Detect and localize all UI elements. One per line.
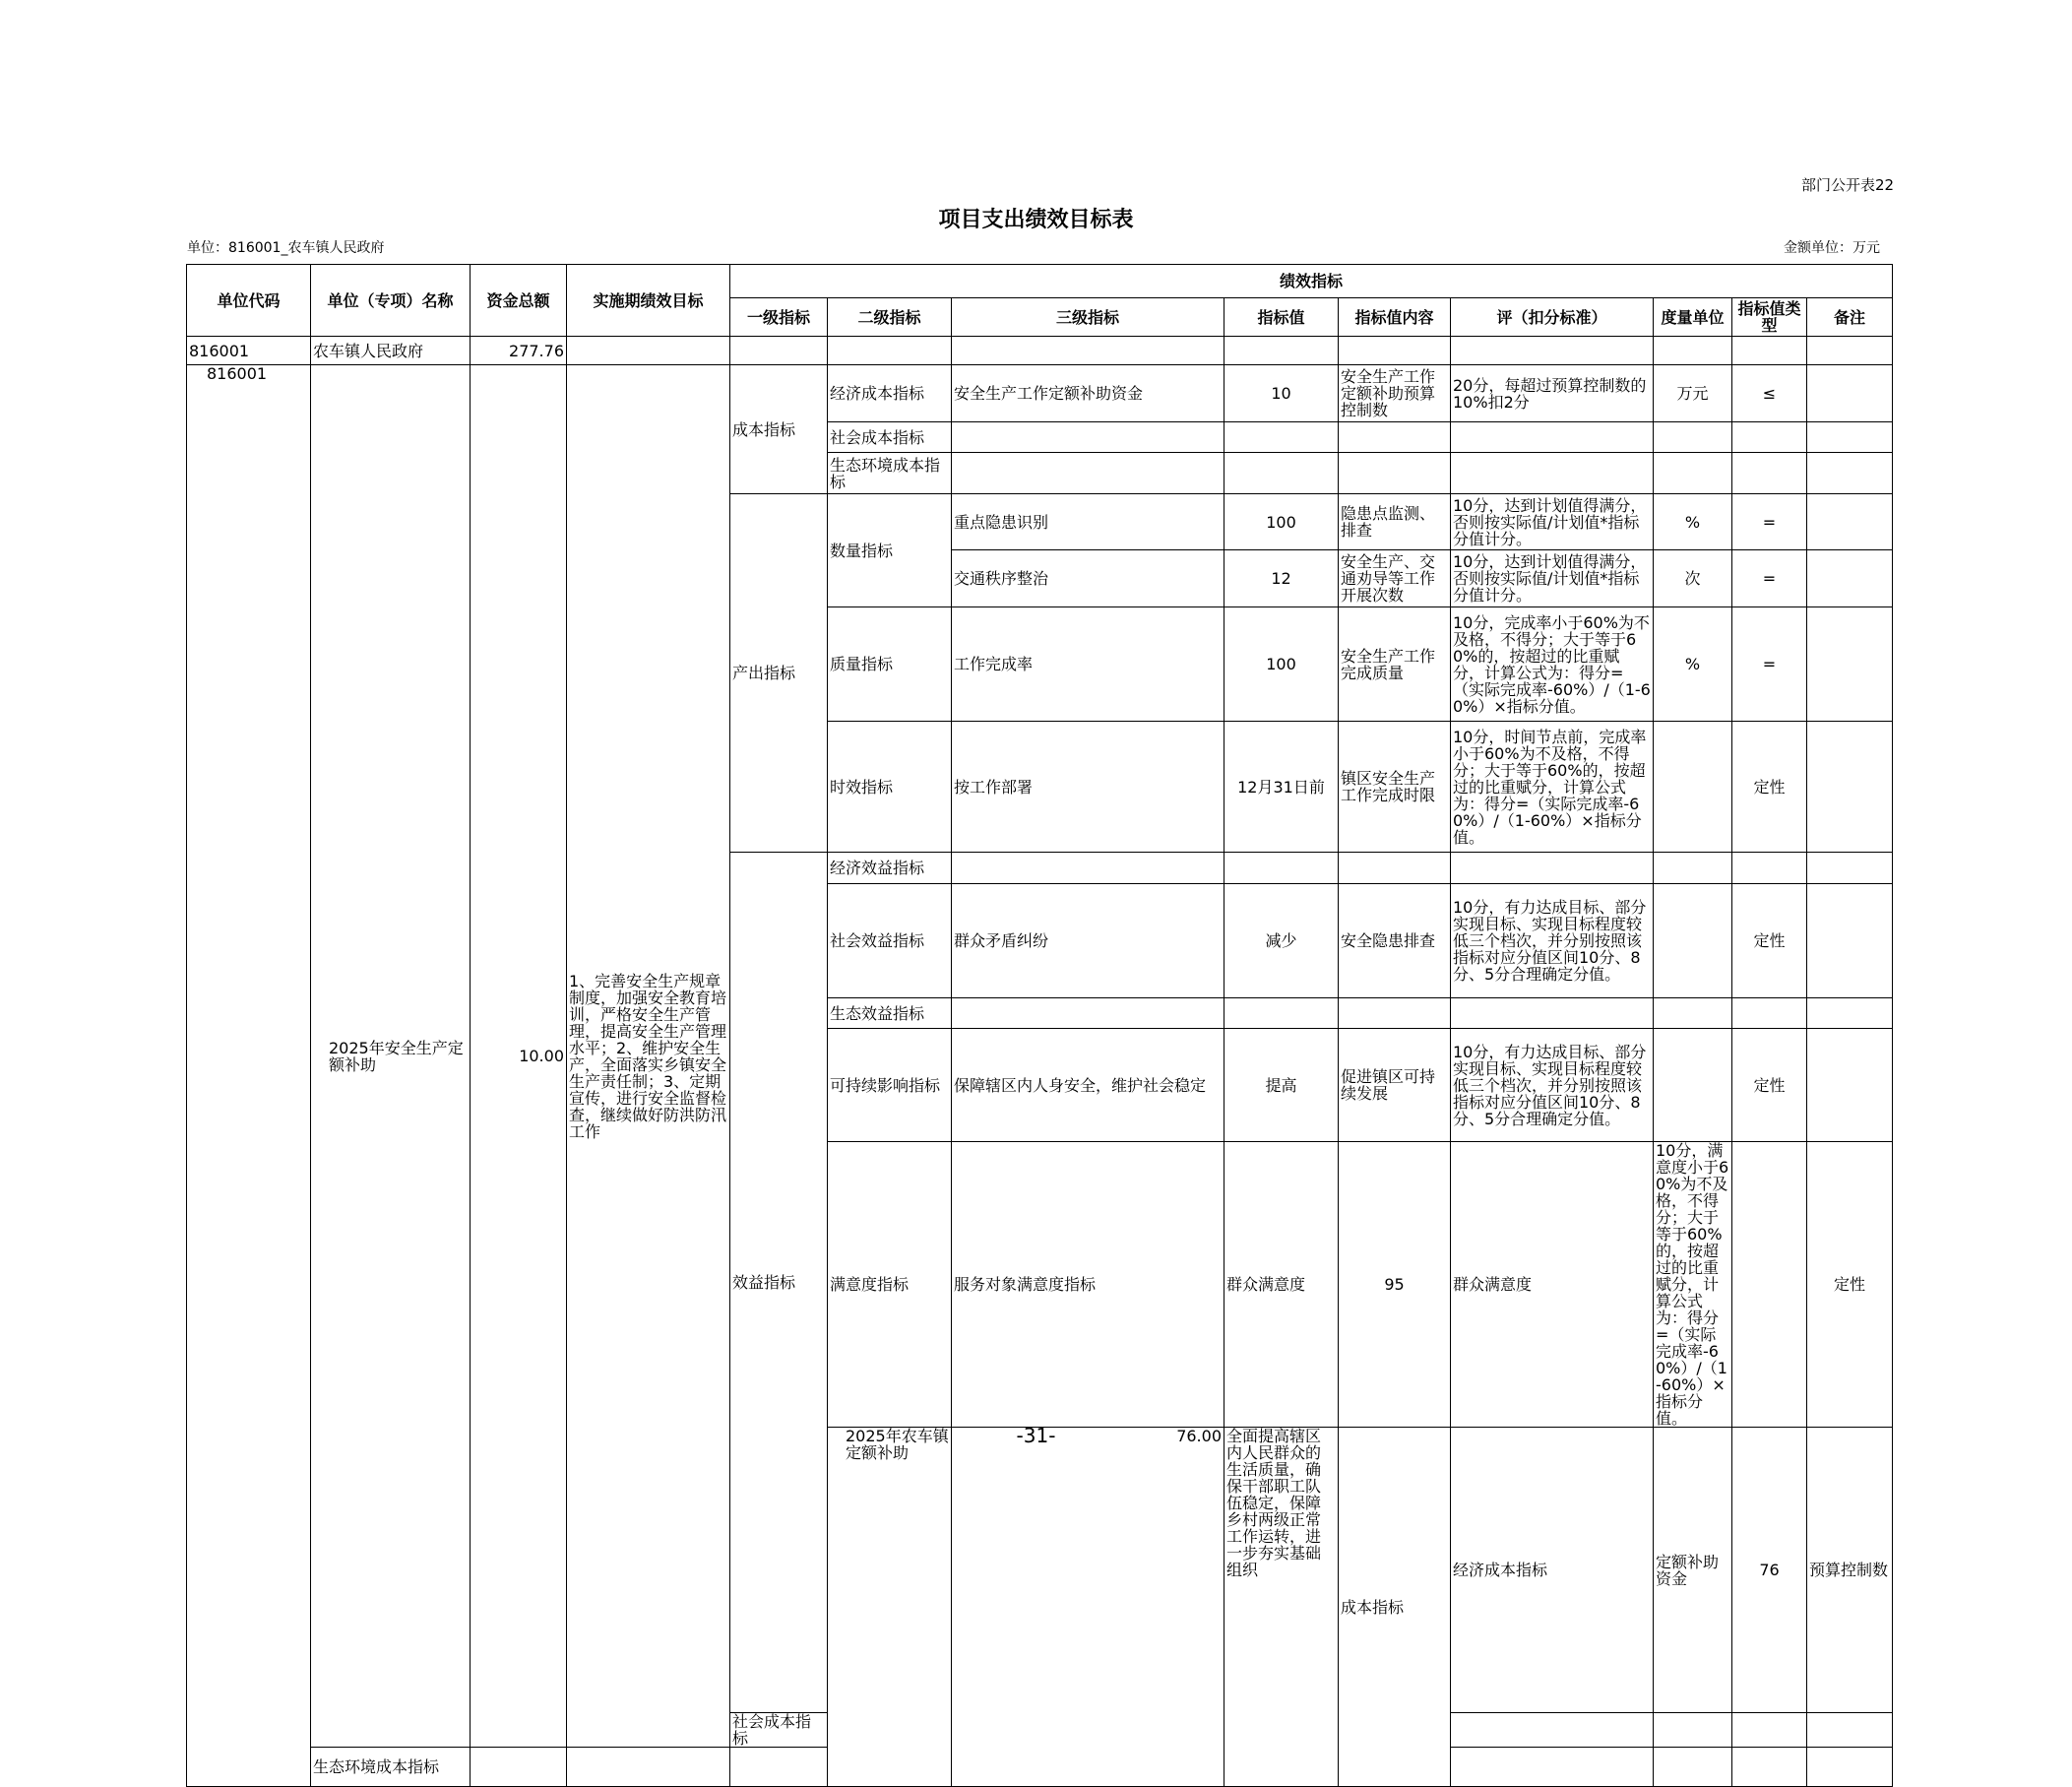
summary-code: 816001	[187, 337, 311, 365]
project1-satisfaction-scoring: 10分，满意度小于60%为不及格，不得分；大于等于60%的，按超过的比重赋分，计算公式为：得分=（实际完成率-60%）/（1-60%）×指标分值。	[1654, 1142, 1732, 1428]
project1-satisfaction-content: 群众满意度	[1451, 1142, 1654, 1428]
project1-sustain-type: 定性	[1732, 1029, 1807, 1142]
project1-name: 2025年安全生产定额补助	[311, 365, 471, 1748]
project1-time-content: 镇区安全生产工作完成时限	[1339, 722, 1451, 853]
header-total-funds: 资金总额	[471, 265, 567, 337]
project2-cost-econ-l2: 经济成本指标	[1451, 1428, 1654, 1713]
project1-time-scoring: 10分，时间节点前，完成率小于60%为不及格，不得分；大于等于60%的，按超过的比重赋分，计算公式为：得分=（实际完成率-60%）/（1-60%）×指标分值。	[1451, 722, 1654, 853]
project2-cost-econ-value: 76	[1732, 1428, 1807, 1713]
header-level2: 二级指标	[828, 298, 952, 337]
project1-time-l2: 时效指标	[828, 722, 952, 853]
header-remark: 备注	[1807, 298, 1893, 337]
project1-sustain-value: 提高	[1224, 1029, 1339, 1142]
page-title: 项目支出绩效目标表	[938, 208, 1134, 232]
project1-benefit-l1: 效益指标	[730, 853, 828, 1713]
header-content: 指标值内容	[1339, 298, 1451, 337]
page-number: -31-	[1016, 1424, 1056, 1447]
empty-cell	[567, 337, 730, 365]
performance-target-table	[186, 264, 1893, 1787]
project1-social-benefit-content: 安全隐患排查	[1339, 884, 1451, 998]
project1-cost-social-l2: 社会成本指标	[828, 422, 952, 453]
project1-qty1-content: 隐患点监测、排查	[1339, 494, 1451, 550]
table-row	[187, 365, 1893, 422]
project1-quality-l2: 质量指标	[828, 607, 952, 722]
project1-cost-econ-l3: 安全生产工作定额补助资金	[952, 365, 1224, 422]
summary-row	[187, 337, 1893, 365]
project1-qty2-content: 安全生产、交通劝导等工作开展次数	[1339, 550, 1451, 607]
project1-satisfaction-type: 定性	[1807, 1142, 1893, 1428]
project1-qty-l2: 数量指标	[828, 494, 952, 607]
amount-unit-label: 金额单位：万元	[1784, 240, 1880, 256]
header-name: 单位（专项）名称	[311, 265, 471, 337]
project1-satisfaction-l3: 群众满意度	[1224, 1142, 1339, 1428]
project1-social-benefit-l2: 社会效益指标	[828, 884, 952, 998]
project2-cost-social-l2: 社会成本指标	[730, 1713, 828, 1748]
header-value: 指标值	[1224, 298, 1339, 337]
project1-sustain-l2: 可持续影响指标	[828, 1029, 952, 1142]
project1-qty2-unit: 次	[1654, 550, 1732, 607]
project2-cost-econ-content: 预算控制数	[1807, 1428, 1893, 1713]
header-period-goal: 实施期绩效目标	[567, 265, 730, 337]
project1-sustain-content: 促进镇区可持续发展	[1339, 1029, 1451, 1142]
project1-social-benefit-scoring: 10分，有力达成目标、部分实现目标、实现目标程度较低三个档次，并分别按照该指标对应分值区间10分、8分、5分合理确定分值。	[1451, 884, 1654, 998]
project1-eco-benefit-l2: 生态效益指标	[828, 998, 952, 1029]
project1-sustain-l3: 保障辖区内人身安全，维护社会稳定	[952, 1029, 1224, 1142]
project1-output-l1: 产出指标	[730, 494, 828, 853]
header-measure-unit: 度量单位	[1654, 298, 1732, 337]
project1-cost-econ-value: 10	[1224, 365, 1339, 422]
project1-social-benefit-l3: 群众矛盾纠纷	[952, 884, 1224, 998]
project1-time-l3: 按工作部署	[952, 722, 1224, 853]
project1-goal: 1、完善安全生产规章制度，加强安全教育培训，严格安全生产管理，提高安全生产管理水平；2、维护安全生产，全面落实乡镇安全生产责任制；3、定期宣传，进行安全监督检查，继续做好防洪防汛工作	[567, 365, 730, 1748]
project1-qty1-type: =	[1732, 494, 1807, 550]
header-level1: 一级指标	[730, 298, 828, 337]
project1-qty1-l3: 重点隐患识别	[952, 494, 1224, 550]
project2-goal: 全面提高辖区内人民群众的生活质量，确保干部职工队伍稳定，保障乡村两级正常工作运转，进一步夯实基础组织	[1224, 1428, 1339, 1787]
header-level3: 三级指标	[952, 298, 1224, 337]
project1-quality-scoring: 10分，完成率小于60%为不及格，不得分；大于等于60%的，按超过的比重赋分，计算公式为：得分=（实际完成率-60%）/（1-60%）×指标分值。	[1451, 607, 1654, 722]
header-unit-code: 单位代码	[187, 265, 311, 337]
project1-cost-econ-scoring: 20分，每超过预算控制数的10%扣2分	[1451, 365, 1654, 422]
project1-qty2-scoring: 10分，达到计划值得满分，否则按实际值/计划值*指标分值计分。	[1451, 550, 1654, 607]
project1-quality-value: 100	[1224, 607, 1339, 722]
project1-quality-unit: %	[1654, 607, 1732, 722]
performance-table-container	[186, 264, 1892, 1776]
project1-quality-content: 安全生产工作完成质量	[1339, 607, 1451, 722]
project1-cost-econ-type: ≤	[1732, 365, 1807, 422]
project1-qty2-value: 12	[1224, 550, 1339, 607]
project1-qty1-value: 100	[1224, 494, 1339, 550]
project2-cost-l1: 成本指标	[1339, 1428, 1451, 1787]
project1-econ-benefit-l2: 经济效益指标	[828, 853, 952, 884]
project2-cost-econ-l3: 定额补助资金	[1654, 1428, 1732, 1713]
project1-cost-eco-l2: 生态环境成本指标	[828, 453, 952, 494]
project1-qty2-type: =	[1732, 550, 1807, 607]
project1-qty2-l3: 交通秩序整治	[952, 550, 1224, 607]
project1-sustain-scoring: 10分，有力达成目标、部分实现目标、实现目标程度较低三个档次，并分别按照该指标对应分值区间10分、8分、5分合理确定分值。	[1451, 1029, 1654, 1142]
project2-name: 2025年农车镇定额补助	[828, 1428, 952, 1787]
project2-amount: 76.00	[952, 1428, 1224, 1787]
project1-quality-l3: 工作完成率	[952, 607, 1224, 722]
summary-amount: 277.76	[471, 337, 567, 365]
project1-time-type: 定性	[1732, 722, 1807, 853]
project1-satisfaction-l1: 满意度指标	[828, 1142, 952, 1428]
project1-cost-econ-unit: 万元	[1654, 365, 1732, 422]
unit-label: 单位：816001_农车镇人民政府	[187, 240, 385, 256]
header-value-type: 指标值类型	[1732, 298, 1807, 337]
header-scoring: 评（扣分标准）	[1451, 298, 1654, 337]
project1-qty1-unit: %	[1654, 494, 1732, 550]
header-indicators: 绩效指标	[730, 265, 1893, 298]
project1-satisfaction-value: 95	[1339, 1142, 1451, 1428]
summary-name: 农车镇人民政府	[311, 337, 471, 365]
project1-quality-type: =	[1732, 607, 1807, 722]
project1-social-benefit-value: 减少	[1224, 884, 1339, 998]
project1-satisfaction-l2: 服务对象满意度指标	[952, 1142, 1224, 1428]
form-number-label: 部门公开表22	[1801, 176, 1895, 194]
project1-amount: 10.00	[471, 365, 567, 1748]
project1-cost-econ-content: 安全生产工作定额补助预算控制数	[1339, 365, 1451, 422]
remark-cell	[1807, 365, 1893, 422]
project1-time-value: 12月31日前	[1224, 722, 1339, 853]
project1-cost-l1: 成本指标	[730, 365, 828, 494]
project1-social-benefit-type: 定性	[1732, 884, 1807, 998]
project-code: 816001	[187, 365, 311, 1787]
project1-cost-econ-l2: 经济成本指标	[828, 365, 952, 422]
project1-qty1-scoring: 10分，达到计划值得满分，否则按实际值/计划值*指标分值计分。	[1451, 494, 1654, 550]
project2-cost-eco-l2: 生态环境成本指标	[311, 1748, 471, 1787]
